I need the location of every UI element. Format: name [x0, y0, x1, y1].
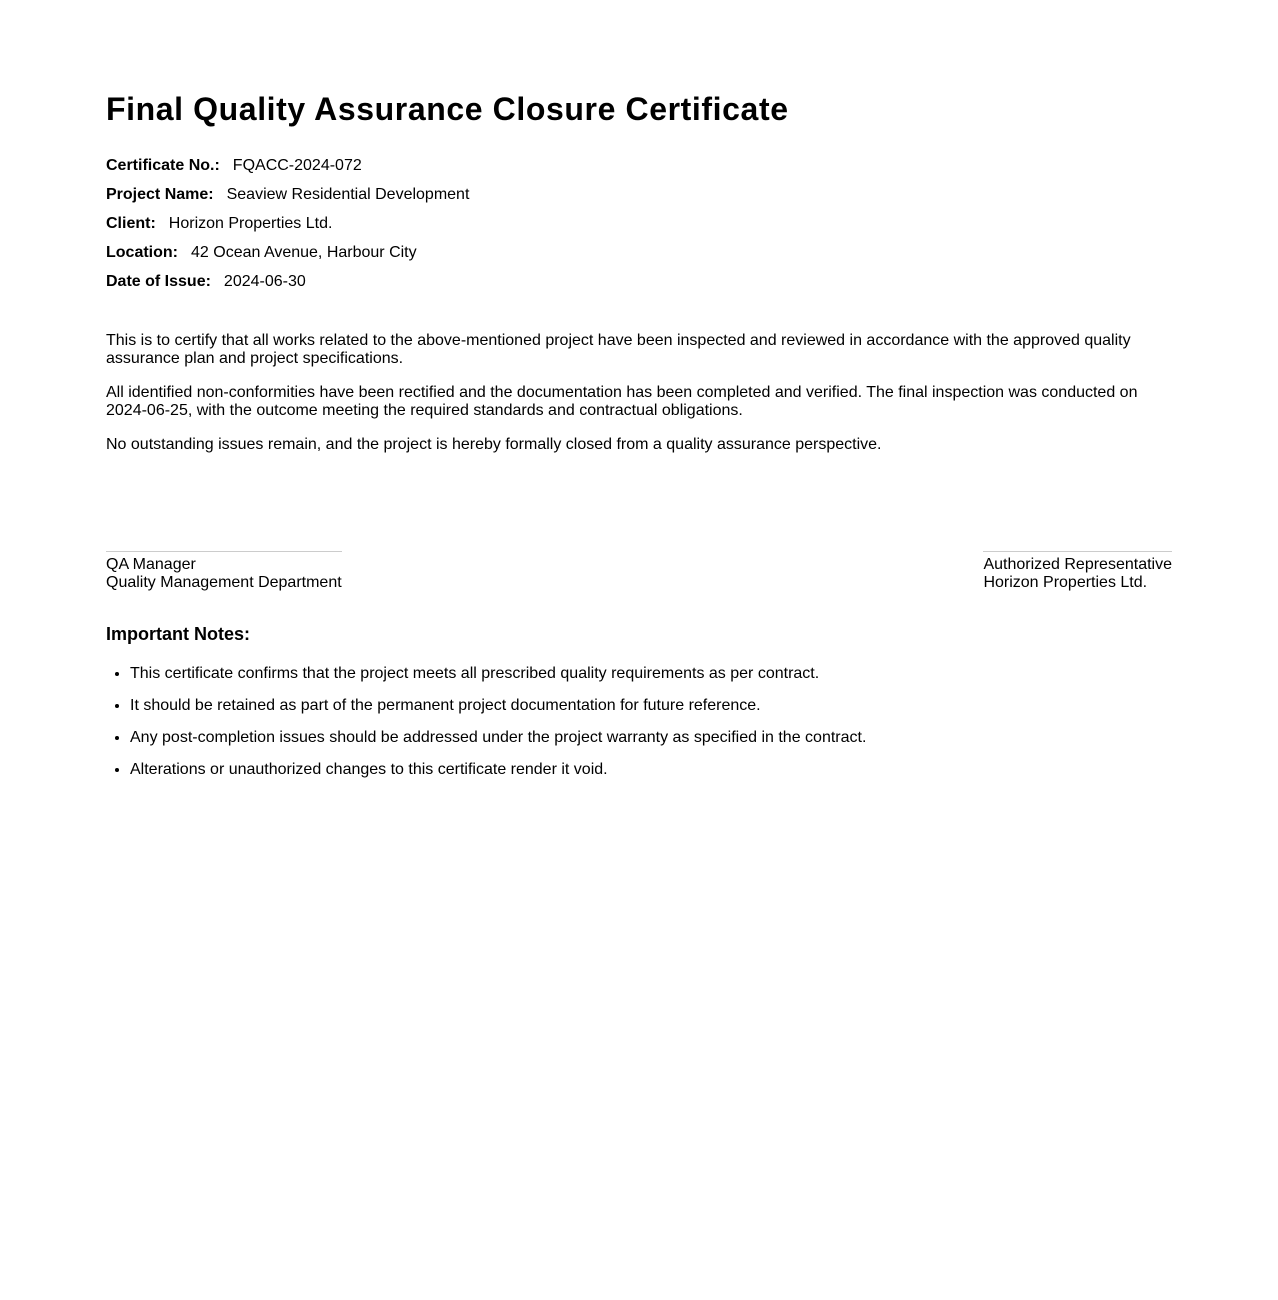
certificate-number-value: FQACC-2024-072: [232, 157, 362, 174]
certificate-details: [106, 155, 1006, 300]
date-of-issue-label: Date of Issue:: [106, 273, 211, 290]
project-name-row: [106, 184, 1006, 213]
location-value: 42 Ocean Avenue, Harbour City: [191, 244, 417, 261]
certificate-title: Final Quality Assurance Closure Certificate: [106, 91, 789, 127]
client-representative-signature-block: [983, 551, 1172, 592]
statement-paragraph: This is to certify that all works related to the above-mentioned project have been inspected and reviewed in accordance with the approved quality assurance plan and project specifications.: [106, 332, 1131, 367]
statement-paragraph: No outstanding issues remain, and the project is hereby formally closed from a quality assurance perspective.: [106, 436, 882, 453]
note-item: • Alterations or unauthorized changes to this certificate render it void.: [130, 760, 1170, 780]
signature-organization: Quality Management Department: [106, 574, 342, 591]
signature-organization: Horizon Properties Ltd.: [983, 574, 1148, 591]
certificate-number-row: [106, 155, 1006, 184]
statement-paragraph: All identified non-conformities have been rectified and the documentation has been completed and verified. The final inspection was conducted on 2024-06-25, with the outcome meeting the required standards and contractual obligations.: [106, 384, 1138, 419]
project-name-value: Seaview Residential Development: [226, 186, 470, 203]
client-row: [106, 213, 1006, 242]
note-item: • Any post-completion issues should be addressed under the project warranty as specified in the contract.: [130, 728, 1170, 748]
note-item: • It should be retained as part of the permanent project documentation for future reference.: [130, 696, 1170, 716]
certificate-number-label: Certificate No.:: [106, 157, 220, 174]
qa-manager-signature-block: [106, 551, 342, 592]
signature-role: QA Manager: [106, 556, 196, 573]
date-of-issue-value: 2024-06-30: [223, 273, 306, 290]
date-of-issue-row: [106, 271, 1006, 300]
location-label: Location:: [106, 244, 178, 261]
important-notes-list: [106, 664, 1170, 792]
signature-role: Authorized Representative: [983, 556, 1172, 573]
client-label: Client:: [106, 215, 156, 232]
note-item: • This certificate confirms that the project meets all prescribed quality requirements as per contract.: [130, 664, 1170, 684]
client-value: Horizon Properties Ltd.: [168, 215, 333, 232]
important-notes-heading: Important Notes:: [106, 624, 250, 644]
project-name-label: Project Name:: [106, 186, 214, 203]
certification-statement: [106, 332, 1172, 470]
location-row: [106, 242, 1006, 271]
